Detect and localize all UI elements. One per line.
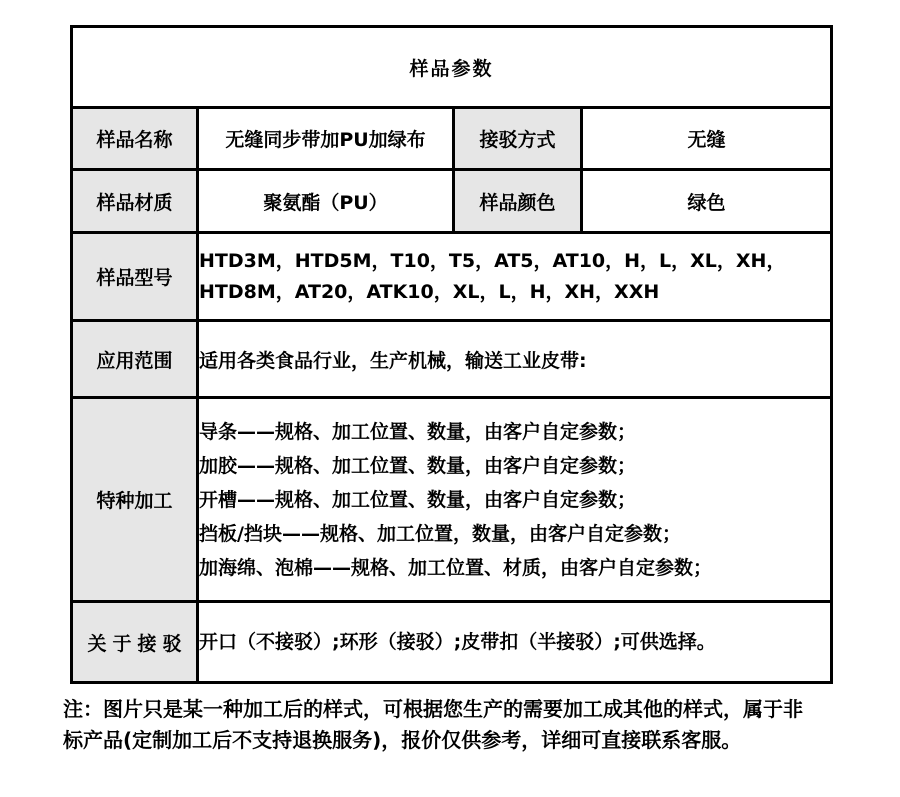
table-title-row (72, 27, 832, 108)
sample-model-line: HTD3M，HTD5M，T10，T5，AT5，AT10，H，L，XL，XH， (199, 249, 786, 272)
table-row (72, 170, 832, 233)
table-row (72, 108, 832, 170)
sample-model-line: HTD8M，AT20，ATK10，XL，L，H，XH，XXH (199, 280, 660, 303)
sample-material-label: 样品材质 (72, 170, 198, 233)
table-row (72, 602, 832, 683)
spec-params-table (70, 25, 833, 684)
special-processing-line: 加海绵、泡棉——规格、加工位置、材质，由客户自定参数； (199, 556, 713, 579)
footnote-line: 标产品(定制加工后不支持退换服务)，报价仅供参考，详细可直接联系客服。 (63, 728, 742, 752)
sample-name-label: 样品名称 (72, 108, 198, 170)
about-joint-label: 关于接驳 (72, 602, 198, 683)
special-processing-label: 特种加工 (72, 398, 198, 602)
special-processing-value (198, 398, 832, 602)
sample-color-label: 样品颜色 (454, 170, 582, 233)
sample-color-value: 绿色 (582, 170, 832, 233)
application-range-value: 适用各类食品行业，生产机械，输送工业皮带: (198, 321, 832, 398)
joint-method-value: 无缝 (582, 108, 832, 170)
sample-model-label: 样品型号 (72, 233, 198, 321)
table-row (72, 321, 832, 398)
joint-method-label: 接驳方式 (454, 108, 582, 170)
special-processing-line: 加胶——规格、加工位置、数量，由客户自定参数； (199, 454, 637, 477)
footnote-line: 注：图片只是某一种加工后的样式，可根据您生产的需要加工成其他的样式，属于非 (63, 697, 803, 721)
sample-name-value: 无缝同步带加PU加绿布 (198, 108, 454, 170)
about-joint-value: 开口（不接驳）;环形（接驳）;皮带扣（半接驳）;可供选择。 (198, 602, 832, 683)
table-row (72, 398, 832, 602)
application-range-label: 应用范围 (72, 321, 198, 398)
special-processing-line: 导条——规格、加工位置、数量，由客户自定参数； (199, 420, 637, 443)
table-row (72, 233, 832, 321)
sample-material-value: 聚氨酯（PU） (198, 170, 454, 233)
table-title: 样品参数 (72, 27, 832, 108)
special-processing-line: 挡板/挡块——规格、加工位置，数量，由客户自定参数； (199, 522, 681, 545)
sample-model-value (198, 233, 832, 321)
special-processing-line: 开槽——规格、加工位置、数量，由客户自定参数； (199, 488, 637, 511)
footnote (63, 694, 863, 756)
